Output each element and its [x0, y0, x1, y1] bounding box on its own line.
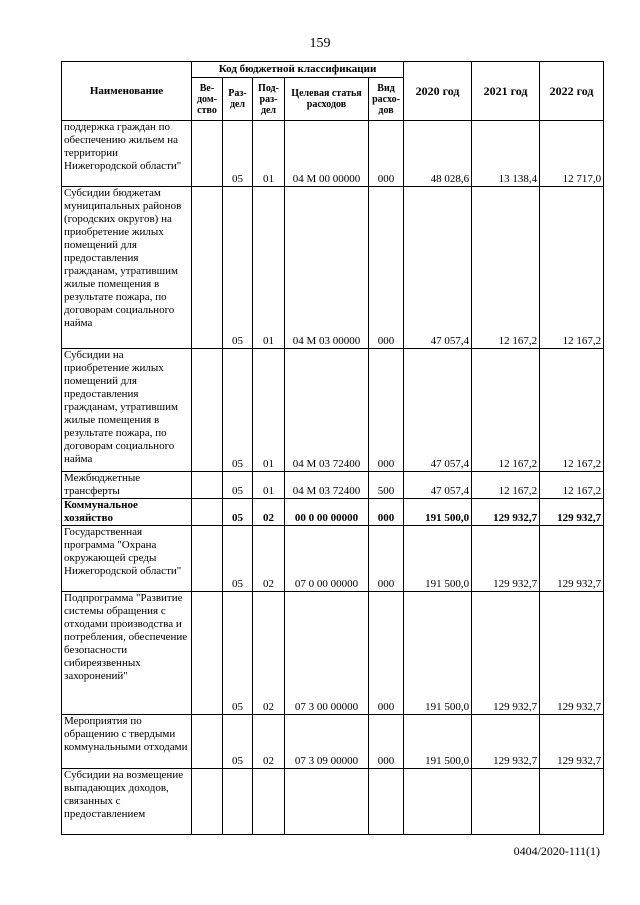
- row-subsection: 02: [253, 592, 285, 715]
- row-subsection: 02: [253, 715, 285, 769]
- row-target: 04 М 00 00000: [285, 121, 369, 187]
- row-name: поддержка граждан по обеспечению жильем на территории Нижегородской области": [62, 121, 192, 187]
- row-2020: 47 057,4: [404, 472, 472, 499]
- row-2021: 129 932,7: [472, 526, 540, 592]
- row-type: 500: [369, 472, 404, 499]
- header-name: Наименование: [62, 62, 192, 121]
- row-type: 000: [369, 715, 404, 769]
- budget-table: [61, 61, 604, 835]
- header-expense-type: Вид расхо-дов: [369, 78, 404, 121]
- row-2021: 129 932,7: [472, 592, 540, 715]
- row-name: Субсидии на возмещение выпадающих доходов, связанных с предоставлением: [62, 769, 192, 835]
- row-2021: 12 167,2: [472, 187, 540, 349]
- row-target: 00 0 00 00000: [285, 499, 369, 526]
- row-2021: 13 138,4: [472, 121, 540, 187]
- header-year-2020: 2020 год: [404, 62, 472, 121]
- table-row: [62, 769, 604, 835]
- row-2022: 129 932,7: [540, 592, 604, 715]
- row-2022: 129 932,7: [540, 499, 604, 526]
- row-2022: [540, 769, 604, 835]
- row-2020: [404, 769, 472, 835]
- row-2022: 129 932,7: [540, 715, 604, 769]
- row-2022: 12 167,2: [540, 472, 604, 499]
- row-2020: 191 500,0: [404, 715, 472, 769]
- row-name: Межбюджетные трансферты: [62, 472, 192, 499]
- row-2022: 12 167,2: [540, 187, 604, 349]
- row-target: 04 М 03 72400: [285, 349, 369, 472]
- row-target: 07 3 00 00000: [285, 592, 369, 715]
- page-number: 159: [309, 36, 331, 51]
- row-2022: 12 717,0: [540, 121, 604, 187]
- row-type: 000: [369, 526, 404, 592]
- row-subsection: 01: [253, 187, 285, 349]
- row-name: Субсидии бюджетам муниципальных районов (городских округов) на приобретение жилых помещений для предоставления гражданам, утратившим жилые помещения в результате пожара, по договорам социального найма: [62, 187, 192, 349]
- row-section: 05: [223, 499, 253, 526]
- row-2022: 129 932,7: [540, 526, 604, 592]
- document-code: 0404/2020-111(1): [513, 844, 600, 858]
- row-dept: [192, 187, 223, 349]
- row-name: Подпрограмма "Развитие системы обращения с отходами производства и потребления, обеспечение безопасности сибиреязвенных захоронений": [62, 592, 192, 715]
- row-subsection: 01: [253, 349, 285, 472]
- row-name: Субсидии на приобретение жилых помещений для предоставления гражданам, утратившим жилые помещения в результате пожара, по договорам социального найма: [62, 349, 192, 472]
- row-dept: [192, 769, 223, 835]
- row-section: 05: [223, 187, 253, 349]
- row-name: Государственная программа "Охрана окружающей среды Нижегородской области": [62, 526, 192, 592]
- table-row: [62, 499, 604, 526]
- row-type: 000: [369, 592, 404, 715]
- row-section: 05: [223, 526, 253, 592]
- row-section: [223, 769, 253, 835]
- row-2020: 191 500,0: [404, 526, 472, 592]
- header-department: Ве-дом-ство: [192, 78, 223, 121]
- row-section: 05: [223, 349, 253, 472]
- row-subsection: 02: [253, 526, 285, 592]
- row-dept: [192, 499, 223, 526]
- row-type: 000: [369, 499, 404, 526]
- row-section: 05: [223, 472, 253, 499]
- row-2020: 191 500,0: [404, 592, 472, 715]
- row-type: 000: [369, 187, 404, 349]
- row-type: [369, 769, 404, 835]
- row-section: 05: [223, 592, 253, 715]
- table-row: [62, 472, 604, 499]
- header-target-item: Целевая статья расходов: [285, 78, 369, 121]
- row-target: 07 3 09 00000: [285, 715, 369, 769]
- row-2022: 12 167,2: [540, 349, 604, 472]
- row-type: 000: [369, 121, 404, 187]
- row-dept: [192, 526, 223, 592]
- row-2021: 12 167,2: [472, 349, 540, 472]
- row-dept: [192, 472, 223, 499]
- row-subsection: 01: [253, 472, 285, 499]
- row-subsection: 01: [253, 121, 285, 187]
- header-subsection: Под-раз-дел: [253, 78, 285, 121]
- row-2020: 47 057,4: [404, 187, 472, 349]
- header-year-2022: 2022 год: [540, 62, 604, 121]
- row-target: 04 М 03 72400: [285, 472, 369, 499]
- row-2021: 129 932,7: [472, 499, 540, 526]
- row-dept: [192, 592, 223, 715]
- row-section: 05: [223, 121, 253, 187]
- table-row: [62, 187, 604, 349]
- row-dept: [192, 121, 223, 187]
- row-subsection: [253, 769, 285, 835]
- table-row: [62, 349, 604, 472]
- row-dept: [192, 349, 223, 472]
- header-code-group: Код бюджетной классификации: [192, 62, 404, 78]
- row-section: 05: [223, 715, 253, 769]
- row-name: Мероприятия по обращению с твердыми коммунальными отходами: [62, 715, 192, 769]
- table-row: [62, 121, 604, 187]
- row-2020: 47 057,4: [404, 349, 472, 472]
- row-target: [285, 769, 369, 835]
- row-2020: 191 500,0: [404, 499, 472, 526]
- row-dept: [192, 715, 223, 769]
- header-section: Раз-дел: [223, 78, 253, 121]
- row-2021: 129 932,7: [472, 715, 540, 769]
- row-subsection: 02: [253, 499, 285, 526]
- row-2021: [472, 769, 540, 835]
- row-target: 07 0 00 00000: [285, 526, 369, 592]
- header-year-2021: 2021 год: [472, 62, 540, 121]
- table-row: [62, 715, 604, 769]
- table-row: [62, 526, 604, 592]
- row-type: 000: [369, 349, 404, 472]
- row-target: 04 М 03 00000: [285, 187, 369, 349]
- table-row: [62, 592, 604, 715]
- row-2021: 12 167,2: [472, 472, 540, 499]
- row-2020: 48 028,6: [404, 121, 472, 187]
- row-name: Коммунальное хозяйство: [62, 499, 192, 526]
